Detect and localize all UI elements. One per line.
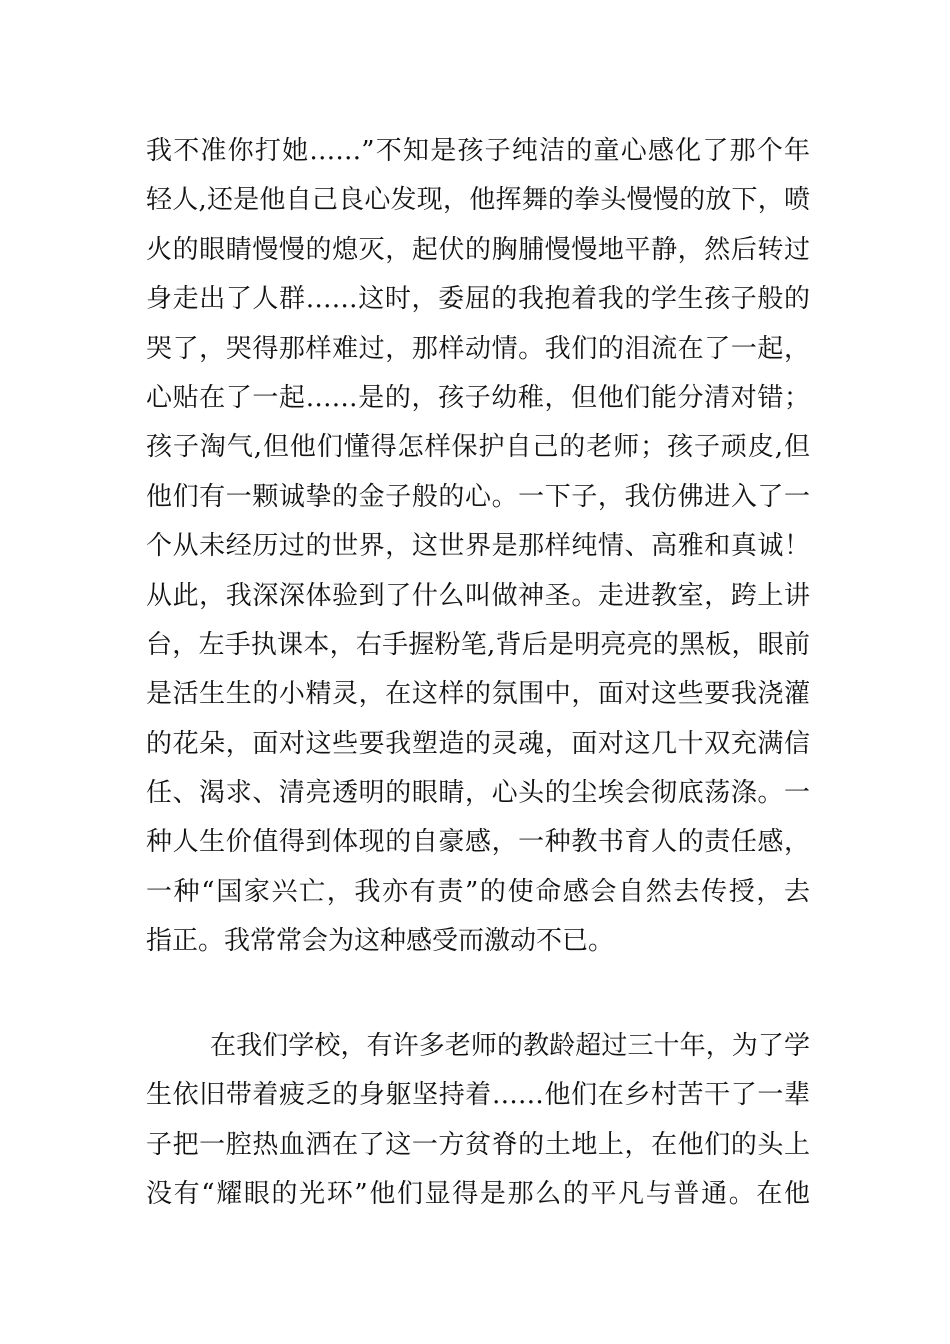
text-line: 心贴在了一起……是的，孩子幼稚，但他们能分清对错； xyxy=(146,382,810,413)
text-line: 指正。我常常会为这种感受而激动不已。 xyxy=(146,926,615,957)
text-line: 的花朵，面对这些要我塑造的灵魂，面对这几十双充满信 xyxy=(146,728,810,759)
text-line: 没有“耀眼的光环”他们显得是那么的平凡与普通。在他 xyxy=(146,1179,810,1210)
text-line: 从此，我深深体验到了什么叫做神圣。走进教室，跨上讲 xyxy=(146,580,810,611)
text-line: 孩子淘气,但他们懂得怎样保护自己的老师；孩子顽皮,但 xyxy=(146,432,810,463)
text-line: 是活生生的小精灵，在这样的氛围中，面对这些要我浇灌 xyxy=(146,679,810,710)
text-line: 哭了，哭得那样难过，那样动情。我们的泪流在了一起， xyxy=(146,333,810,364)
text-line: 火的眼睛慢慢的熄灭，起伏的胸脯慢慢地平静，然后转过 xyxy=(146,234,810,265)
text-line: 一种“国家兴亡，我亦有责”的使命感会自然去传授，去 xyxy=(146,876,810,907)
text-line: 任、渴求、清亮透明的眼睛，心头的尘埃会彻底荡涤。一 xyxy=(146,778,810,809)
paragraph-1 xyxy=(146,127,810,967)
text-line: 我不准你打她……”不知是孩子纯洁的童心感化了那个年 xyxy=(146,136,810,166)
text-line: 种人生价值得到体现的自豪感，一种教书育人的责任感， xyxy=(146,827,810,858)
text-line: 台，左手执课本，右手握粉笔,背后是明亮亮的黑板，眼前 xyxy=(146,629,810,660)
text-line: 轻人,还是他自己良心发现，他挥舞的拳头慢慢的放下，喷 xyxy=(146,185,810,216)
text-line: 生依旧带着疲乏的身躯坚持着……他们在乡村苦干了一辈 xyxy=(146,1080,810,1111)
text-line: 在我们学校，有许多老师的教龄超过三十年，为了学 xyxy=(210,1031,810,1061)
paragraph-2 xyxy=(146,1022,810,1220)
text-line: 身走出了人群……这时，委屈的我抱着我的学生孩子般的 xyxy=(146,284,810,315)
text-line: 他们有一颗诚挚的金子般的心。一下子，我仿佛进入了一 xyxy=(146,481,810,512)
text-line: 子把一腔热血洒在了这一方贫脊的土地上，在他们的头上 xyxy=(146,1129,810,1160)
text-line: 个从未经历过的世界，这世界是那样纯情、高雅和真诚！ xyxy=(146,531,810,562)
